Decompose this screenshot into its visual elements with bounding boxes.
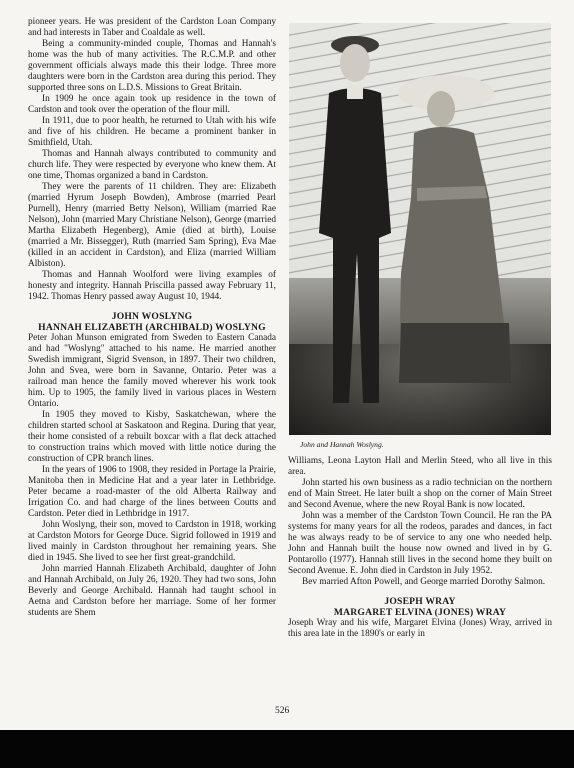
photo-figures	[289, 23, 551, 435]
man-collar	[347, 85, 363, 99]
paragraph: In 1909 he once again took up residence in the town of Cardston and took over the operation of the flour mill.	[28, 94, 276, 115]
section-heading: JOSEPH WRAY	[384, 596, 456, 607]
paragraph: John married Hannah Elizabeth Archibald, daughter of John and Hannah Archibald, on July 26, 1920. They had two sons, John Beverly and George Archibald. Hannah had taught school in Aetna and Cardston before her marriage. Some of her former students are Shem	[28, 564, 276, 618]
paragraph: In 1911, due to poor health, he returned to Utah with his wife and five of his children. He became a prominent banker in Smithfield, Utah.	[28, 116, 276, 148]
photo-caption: John and Hannah Woslyng.	[300, 440, 384, 449]
scan-border	[0, 730, 574, 768]
page-number: 526	[275, 706, 290, 716]
paragraph: Thomas and Hannah Woolford were living examples of honesty and integrity. Hannah Priscilla passed away February 11, 1942. Thomas Henry passed away August 10, 1944.	[28, 270, 276, 302]
paragraph: Williams, Leona Layton Hall and Merlin Steed, who all live in this area.	[288, 456, 552, 477]
paragraph: John Woslyng, their son, moved to Cardston in 1918, working at Cardston Motors for George Duce. Sigrid followed in 1919 and lived mainly in Cardston throughout her remaining years. She died in 1945. She lived to see her first great-grandchild.	[28, 520, 276, 563]
section-subheading: HANNAH ELIZABETH (ARCHIBALD) WOSLYNG	[38, 322, 266, 333]
paragraph: John started his own business as a radio technician on the northern end of Main Street. He later built a shop on the corner of Main Street and Second Avenue, where the new Royal Bank is now located.	[288, 478, 552, 510]
paragraph: They were the parents of 11 children. They are: Elizabeth (married Hyrum Joseph Bowden), Ambrose (married Pearl Purnell), Henry (married Betty Nelson), William (married Rae Nelson), John (married Mary Christiane Nelson), George (married Martha Elizabeth Hegenberg), Amie (died at birth), Louise (married a Mr. Bissegger), Ruth (married Sam Spring), Eva Mae (killed in an accident in Cardston), and Eliza (married William Albiston).	[28, 182, 276, 269]
man-suit	[319, 88, 391, 403]
right-column	[288, 456, 552, 640]
man-head	[340, 44, 370, 82]
paragraph: In the years of 1906 to 1908, they resided in Portage la Prairie, Manitoba then in Medicine Hat and a year later in Lethbridge. Peter became a road-master of the old Alberta Railway and Irrigation Co. and had charge of the lines between Coutts and Cardston. Peter died in Lethbridge in 1917.	[28, 465, 276, 519]
paragraph: Joseph Wray and his wife, Margaret Elvina (Jones) Wray, arrived in this area late in the 1890's or early in	[288, 618, 552, 639]
section-heading: JOHN WOSLYNG	[111, 311, 193, 322]
left-column	[28, 17, 276, 619]
section-subheading: MARGARET ELVINA (JONES) WRAY	[333, 607, 507, 618]
woman-head	[427, 91, 455, 127]
paragraph: pioneer years. He was president of the Cardston Loan Company and had interests in Taber and Coaldale as well.	[28, 17, 276, 38]
paragraph: In 1905 they moved to Kisby, Saskatchewan, where the children started school at Saskatoon and Regina. During that year, their home consisted of a rebuilt boxcar with a flat deck attached to construction trains which moved with little notice during the construction of CPR branch lines.	[28, 410, 276, 464]
woman-skirt-shadow	[399, 323, 511, 383]
paragraph: Being a community-minded couple, Thomas and Hannah's home was the hub of many activities. The R.C.M.P. and other government officials always made this their lodge. Three more daughters were born in the Cardston area during this period. They supported three sons on L.D.S. Missions to Great Britain.	[28, 39, 276, 93]
paragraph: Peter Johan Munson emigrated from Sweden to Eastern Canada and had "Woslyng" attached to his name. He married another Swedish immigrant, Sigrid Svenson, in 1897. Their two children, John and Svea, were born in Savanne, Ontario. Peter was a railroad man hence the family moved wherever his work took him. Up to 1905, the family lived in various places in Western Ontario.	[28, 333, 276, 409]
paragraph: Bev married Afton Powell, and George married Dorothy Salmon.	[302, 577, 546, 587]
paragraph: John was a member of the Cardston Town Council. He ran the PA systems for many years for all the rodeos, parades and dances, in fact he was always ready to be of service to any one who needed help. John and Hannah built the house now owned and lived in by G. Pontarollo (1977). Hannah still lives in the second home they built on Second Avenue. E. John died in Cardston in July 1952.	[288, 511, 552, 576]
photo-john-and-hannah	[289, 23, 551, 435]
paragraph: Thomas and Hannah always contributed to community and church life. They were respected by everyone who knew them. At one time, Thomas organized a band in Cardston.	[28, 149, 276, 181]
